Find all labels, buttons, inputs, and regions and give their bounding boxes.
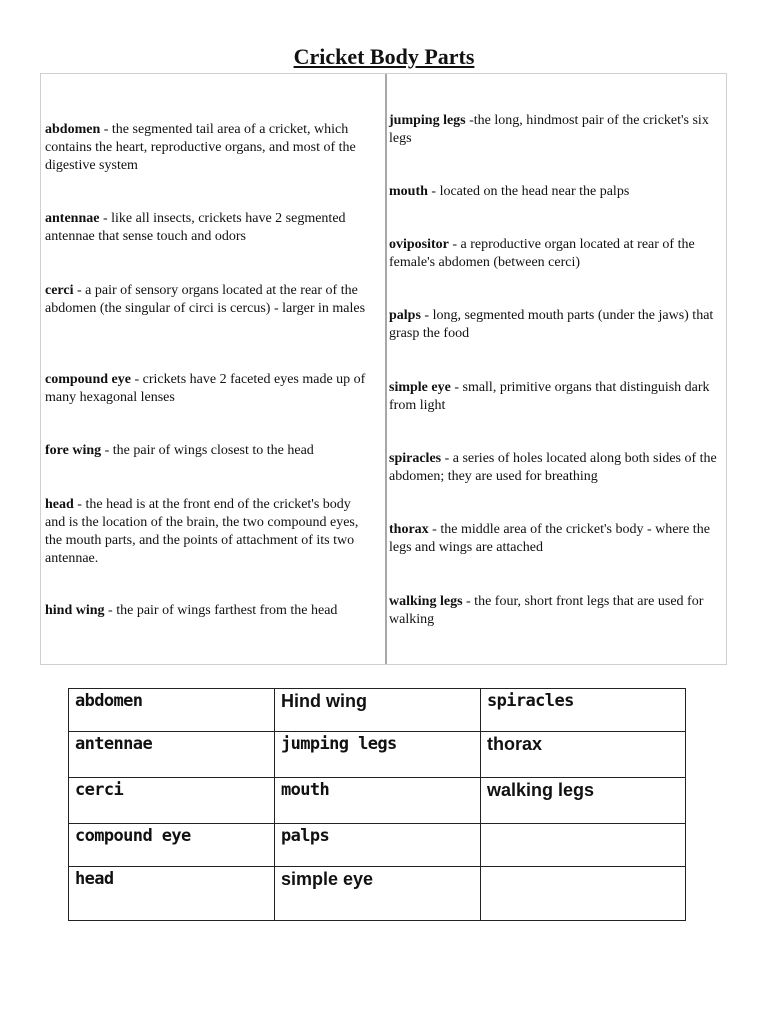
table-cell: compound eye bbox=[69, 824, 275, 867]
glossary-definition: - the pair of wings farthest from the head bbox=[104, 603, 338, 618]
glossary-entry-abdomen bbox=[45, 121, 373, 175]
column-divider bbox=[385, 74, 387, 664]
glossary-definition: - a reproductive organ located at rear of the female's abdomen (between cerci) bbox=[389, 237, 695, 270]
glossary-entry-cerci bbox=[45, 282, 373, 318]
glossary-definition: - the pair of wings closest to the head bbox=[101, 443, 314, 458]
glossary-term: spiracles bbox=[389, 451, 442, 466]
table-cell: walking legs bbox=[481, 778, 686, 824]
table-row bbox=[69, 689, 686, 732]
glossary-term: mouth bbox=[389, 184, 428, 199]
glossary-box bbox=[40, 73, 727, 665]
table-cell: palps bbox=[275, 824, 481, 867]
table-cell: head bbox=[69, 867, 275, 921]
glossary-definition: - long, segmented mouth parts (under the jaws) that grasp the food bbox=[389, 308, 714, 341]
table-row bbox=[69, 778, 686, 824]
glossary-entry-ovipositor bbox=[389, 236, 723, 272]
table-cell: spiracles bbox=[481, 689, 686, 732]
glossary-entry-hind-wing bbox=[45, 602, 373, 620]
glossary-term: palps bbox=[389, 308, 421, 323]
glossary-definition: -the long, hindmost pair of the cricket's six legs bbox=[389, 113, 709, 146]
glossary-definition: - a series of holes located along both sides of the abdomen; they are used for breathing bbox=[389, 451, 717, 484]
glossary-term: simple eye bbox=[389, 380, 451, 395]
glossary-term: abdomen bbox=[45, 122, 101, 137]
glossary-term: head bbox=[45, 497, 74, 512]
glossary-entry-head bbox=[45, 496, 373, 568]
glossary-definition: - the middle area of the cricket's body - where the legs and wings are attached bbox=[389, 522, 710, 555]
glossary-definition: - a pair of sensory organs located at the rear of the abdomen (the singular of circi is cercus) - larger in males bbox=[45, 283, 366, 316]
glossary-definition: - located on the head near the palps bbox=[427, 184, 630, 199]
table-row bbox=[69, 824, 686, 867]
table-cell: antennae bbox=[69, 732, 275, 778]
glossary-definition: - small, primitive organs that distinguish dark from light bbox=[389, 380, 710, 413]
glossary-entry-antennae bbox=[45, 210, 373, 246]
table-cell: mouth bbox=[275, 778, 481, 824]
glossary-term: walking legs bbox=[389, 594, 463, 609]
table-cell: cerci bbox=[69, 778, 275, 824]
glossary-term: cerci bbox=[45, 283, 74, 298]
table-cell bbox=[481, 867, 686, 921]
glossary-definition: - the head is at the front end of the cricket's body and is the location of the brain, the two compound eyes, the mouth parts, and the points of attachment of its two antennae. bbox=[45, 497, 359, 566]
word-bank-table bbox=[68, 688, 686, 921]
table-cell: Hind wing bbox=[275, 689, 481, 732]
glossary-term: fore wing bbox=[45, 443, 102, 458]
glossary-term: thorax bbox=[389, 522, 429, 537]
table-cell: abdomen bbox=[69, 689, 275, 732]
glossary-term: jumping legs bbox=[389, 113, 466, 128]
glossary-entry-mouth bbox=[389, 183, 723, 201]
glossary-entry-jumping-legs bbox=[389, 112, 723, 148]
glossary-definition: - crickets have 2 faceted eyes made up of many hexagonal lenses bbox=[45, 372, 366, 405]
glossary-term: ovipositor bbox=[389, 237, 449, 252]
table-cell bbox=[481, 824, 686, 867]
glossary-entry-compound-eye bbox=[45, 371, 373, 407]
glossary-term: compound eye bbox=[45, 372, 131, 387]
glossary-term: antennae bbox=[45, 211, 100, 226]
glossary-entry-walking-legs bbox=[389, 593, 723, 629]
table-row bbox=[69, 732, 686, 778]
table-cell: simple eye bbox=[275, 867, 481, 921]
glossary-entry-palps bbox=[389, 307, 723, 343]
glossary-term: hind wing bbox=[45, 603, 105, 618]
glossary-entry-simple-eye bbox=[389, 379, 723, 415]
glossary-definition: - the segmented tail area of a cricket, which contains the heart, reproductive organs, and most of the digestive system bbox=[45, 122, 356, 173]
glossary-definition: - the four, short front legs that are used for walking bbox=[389, 594, 704, 627]
glossary-definition: - like all insects, crickets have 2 segmented antennae that sense touch and odors bbox=[45, 211, 346, 244]
page-title: Cricket Body Parts bbox=[293, 44, 475, 69]
table-cell: jumping legs bbox=[275, 732, 481, 778]
glossary-entry-thorax bbox=[389, 521, 723, 557]
glossary-entry-fore-wing bbox=[45, 442, 373, 460]
glossary-entry-spiracles bbox=[389, 450, 723, 486]
table-row bbox=[69, 867, 686, 921]
table-cell: thorax bbox=[481, 732, 686, 778]
